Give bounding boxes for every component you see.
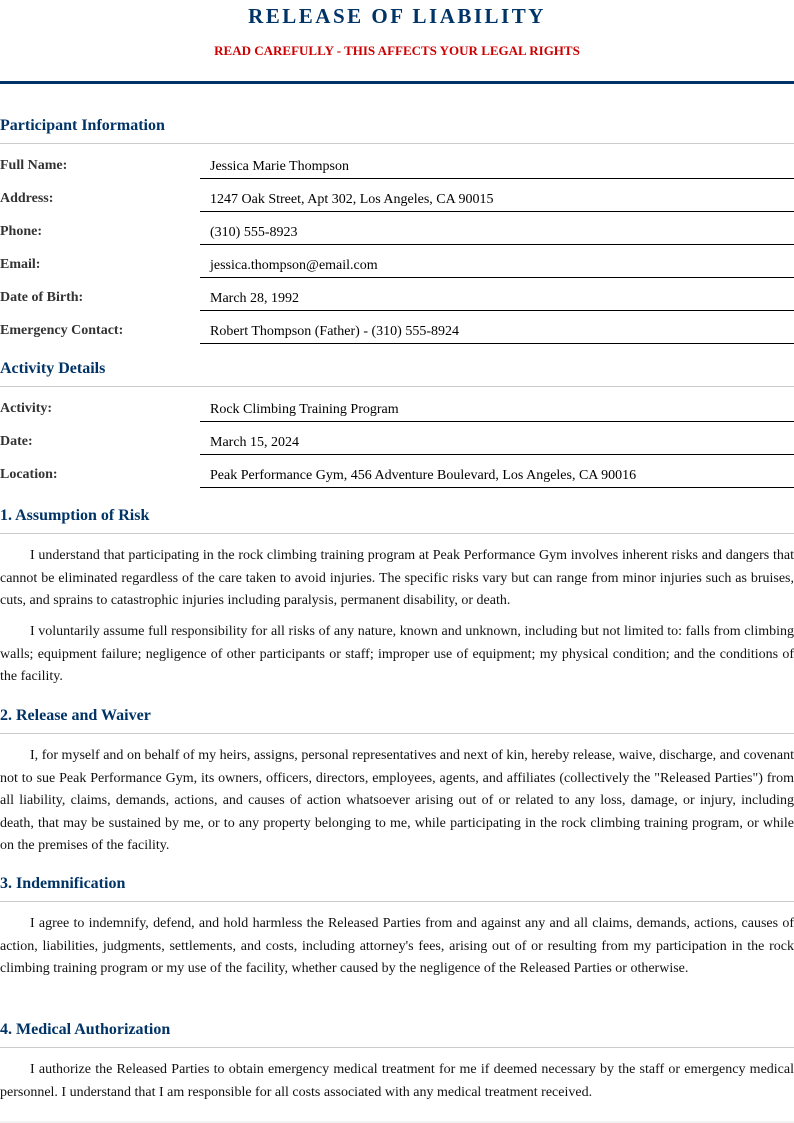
phone-field[interactable]: (310) 555-8923 (200, 220, 794, 245)
indemnification-paragraph: I agree to indemnify, defend, and hold harmless the Released Parties from and against any and all claims, demands, actions, causes of action, liabilities, judgments, settlements, and costs, including attorney's fees, arising out of or resulting from my participation in the rock climbing training program or my use of the facility, whether caused by the negligence of the Released Parties or otherwise. (0, 916, 794, 976)
activity-date-field[interactable]: March 15, 2024 (200, 430, 794, 455)
field-phone (0, 220, 794, 244)
activity-details-heading: Activity Details (0, 359, 794, 387)
field-address (0, 187, 794, 211)
field-label: Date of Birth: (0, 290, 84, 305)
participant-info-heading: Participant Information (0, 116, 794, 144)
warning-subtitle: READ CAREFULLY - THIS AFFECTS YOUR LEGAL RIGHTS (214, 43, 580, 58)
medical-authorization-paragraph: I authorize the Released Parties to obtain emergency medical treatment for me if deemed necessary by the staff or emergency medical personnel. I understand that I am responsible for all costs associated with any medical treatment received. (0, 1062, 794, 1100)
field-label: Full Name: (0, 158, 68, 173)
field-activity-date (0, 430, 794, 454)
medical-authorization-heading: 4. Medical Authorization (0, 1020, 794, 1048)
field-label: Phone: (0, 224, 42, 239)
release-and-waiver-paragraph: I, for myself and on behalf of my heirs, assigns, personal representatives and next of kin, hereby release, waive, discharge, and covenant not to sue Peak Performance Gym, its owners, officers, directors, employees, agents, and affiliates (collectively the "Released Parties") from all liability, claims, demands, actions, and causes of action whatsoever arising out of or related to any loss, damage, or injury, including death, that may be sustained by me, or to any property belonging to me, while participating in the rock climbing training program, or while on the premises of the facility. (0, 748, 794, 853)
emergency-contact-field[interactable]: Robert Thompson (Father) - (310) 555-8924 (200, 319, 794, 344)
header-divider (0, 81, 794, 84)
date-of-birth-field[interactable]: March 28, 1992 (200, 286, 794, 311)
field-label: Emergency Contact: (0, 323, 124, 338)
field-label: Address: (0, 191, 54, 206)
field-date-of-birth (0, 286, 794, 310)
document-header (0, 0, 794, 59)
location-field[interactable]: Peak Performance Gym, 456 Adventure Boulevard, Los Angeles, CA 90016 (200, 463, 794, 488)
field-emergency-contact (0, 319, 794, 343)
address-field[interactable]: 1247 Oak Street, Apt 302, Los Angeles, CA 90015 (200, 187, 794, 212)
field-activity (0, 397, 794, 421)
full-name-field[interactable]: Jessica Marie Thompson (200, 154, 794, 179)
field-label: Email: (0, 257, 41, 272)
email-field[interactable]: jessica.thompson@email.com (200, 253, 794, 278)
activity-field[interactable]: Rock Climbing Training Program (200, 397, 794, 422)
indemnification-heading: 3. Indemnification (0, 874, 794, 902)
field-label: Activity: (0, 401, 53, 416)
assumption-of-risk-paragraph-2: I voluntarily assume full responsibility for all risks of any nature, known and unknown, including but not limited to: falls from climbing walls; equipment failure; negligence of other participants or staff; improper use of equipment; my physical condition; and the conditions of the facility. (0, 624, 794, 684)
assumption-of-risk-heading: 1. Assumption of Risk (0, 506, 794, 534)
release-and-waiver-heading: 2. Release and Waiver (0, 706, 794, 734)
field-location (0, 463, 794, 487)
field-email (0, 253, 794, 277)
field-full-name (0, 154, 794, 178)
document-title: RELEASE OF LIABILITY (248, 4, 546, 28)
field-label: Location: (0, 467, 58, 482)
field-label: Date: (0, 434, 33, 449)
assumption-of-risk-paragraph-1: I understand that participating in the rock climbing training program at Peak Performance Gym involves inherent risks and dangers that cannot be eliminated regardless of the care taken to avoid injuries. The specific risks vary but can range from minor injuries such as bruises, cuts, and sprains to catastrophic injuries including paralysis, permanent disability, or death. (0, 548, 794, 608)
